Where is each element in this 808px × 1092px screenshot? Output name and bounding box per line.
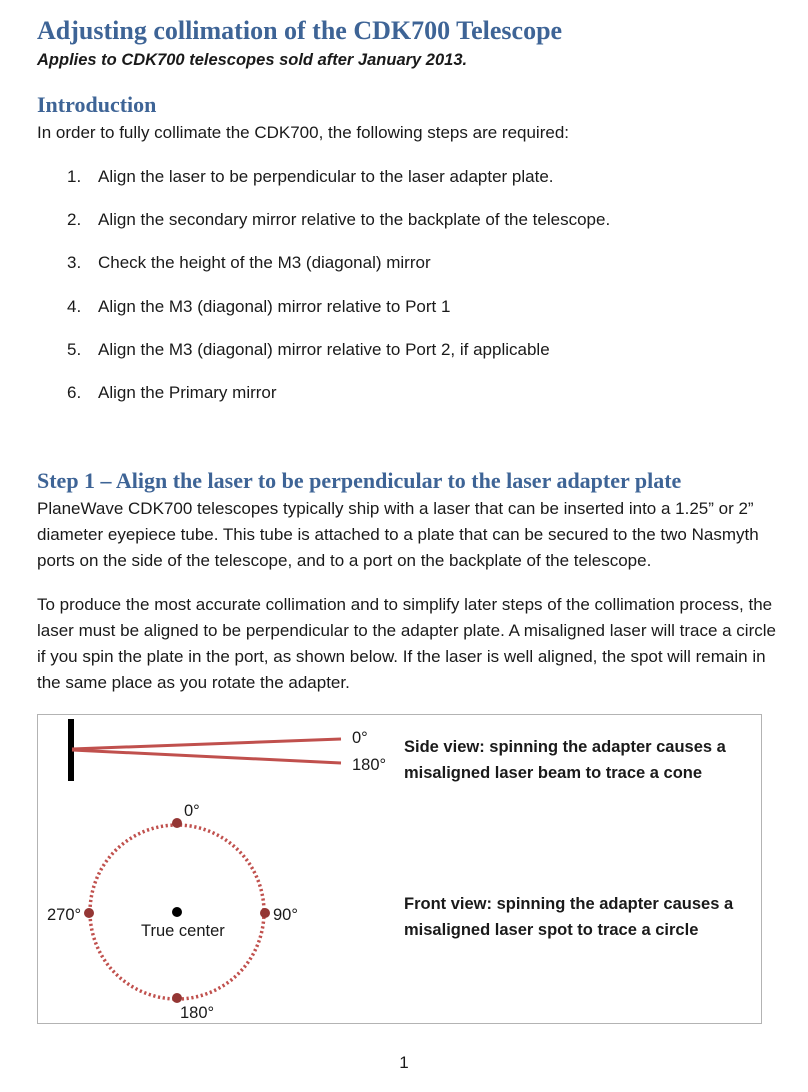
- step1-paragraph-1: PlaneWave CDK700 telescopes typically ship with a laser that can be inserted into a 1.25” or 2” diameter eyepiece tube. This tube is attached to a plate that can be secured to the two Nasmyth ports on the side of the telescope, and to a port on the backplate of the telescope.: [37, 499, 759, 570]
- list-item-number: 5.: [67, 340, 82, 359]
- introduction-lead: In order to fully collimate the CDK700, the following steps are required:: [37, 123, 569, 142]
- document-subtitle: Applies to CDK700 telescopes sold after January 2013.: [37, 51, 468, 69]
- spot-270: [84, 908, 94, 918]
- introduction-heading: Introduction: [37, 92, 157, 117]
- front-label-90: 90°: [273, 906, 298, 924]
- list-item-text: Align the M3 (diagonal) mirror relative to Port 2, if applicable: [98, 340, 550, 359]
- list-item-number: 4.: [67, 297, 82, 316]
- list-item-text: Align the Primary mirror: [98, 383, 277, 402]
- true-center-dot: [172, 907, 182, 917]
- laser-beam-0: [72, 739, 341, 749]
- front-view-caption-line2: misaligned laser spot to trace a circle: [404, 921, 699, 939]
- step1-paragraph-2: To produce the most accurate collimation and to simplify later steps of the collimation process, the laser must be aligned to be perpendicular to the adapter plate. A misaligned laser will trace a circle if you spin the plate in the port, as shown below. If the laser is well aligned, the spot will remain in the same place as you rotate the adapter.: [37, 595, 776, 692]
- list-item-text: Align the M3 (diagonal) mirror relative to Port 1: [98, 297, 451, 316]
- list-item-text: Align the secondary mirror relative to the backplate of the telescope.: [98, 210, 611, 229]
- front-label-270: 270°: [47, 906, 82, 924]
- side-label-180: 180°: [352, 756, 387, 774]
- front-label-0: 0°: [184, 802, 200, 820]
- list-item-number: 3.: [67, 253, 82, 272]
- side-view-caption-line1: Side view: spinning the adapter causes a: [404, 738, 726, 756]
- collimation-figure: [37, 714, 762, 1024]
- spot-90: [260, 908, 270, 918]
- true-center-label: True center: [141, 922, 225, 940]
- list-item-number: 6.: [67, 383, 82, 402]
- document-title: Adjusting collimation of the CDK700 Telescope: [37, 16, 563, 45]
- front-view-caption-line1: Front view: spinning the adapter causes a: [404, 895, 734, 913]
- list-item-text: Align the laser to be perpendicular to the laser adapter plate.: [98, 167, 554, 186]
- page-number: 1: [399, 1053, 409, 1072]
- side-view-caption-line2: misaligned laser beam to trace a cone: [404, 764, 703, 782]
- list-item-text: Check the height of the M3 (diagonal) mirror: [98, 253, 431, 272]
- spot-0: [172, 818, 182, 828]
- list-item-number: 1.: [67, 167, 82, 186]
- laser-beam-180: [72, 750, 341, 763]
- list-item-number: 2.: [67, 210, 82, 229]
- side-label-0: 0°: [352, 729, 368, 747]
- step1-heading: Step 1 – Align the laser to be perpendicular to the laser adapter plate: [37, 468, 682, 493]
- front-label-180: 180°: [180, 1004, 215, 1022]
